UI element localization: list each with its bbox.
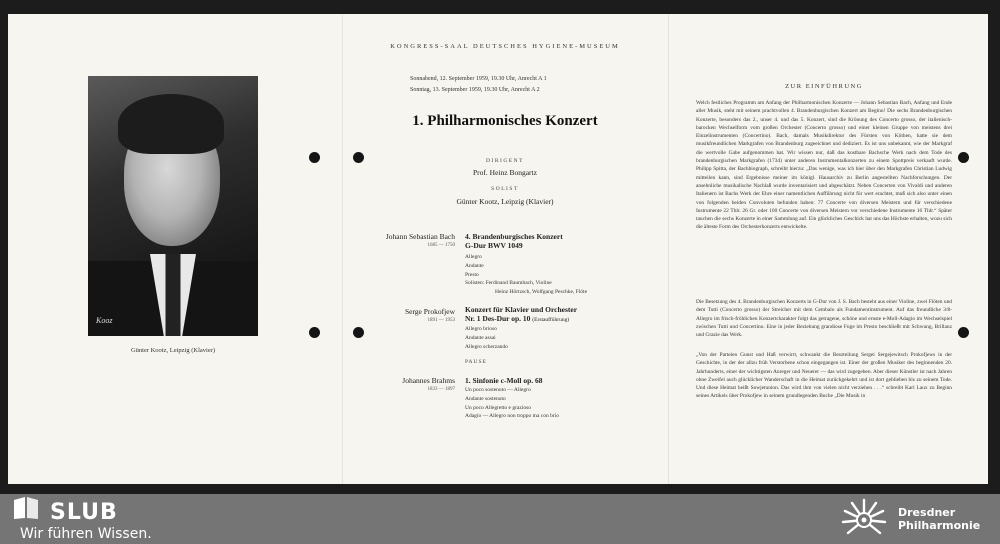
portrait-hair <box>118 94 224 154</box>
introduction-heading: ZUR EINFÜHRUNG <box>785 83 863 90</box>
concert-dates <box>410 74 547 96</box>
composer-years: 1833 — 1897 <box>427 387 455 392</box>
movement-list <box>465 253 665 297</box>
composer-name: Serge Prokofjew <box>404 307 455 316</box>
movement: Allegro <box>465 254 482 260</box>
work-title-line-1: Konzert für Klavier und Orchester <box>465 305 578 314</box>
slub-logo-text[interactable]: SLUB <box>50 500 118 525</box>
dp-name-line-2: Philharmonie <box>898 519 981 532</box>
composer-years: 1891 — 1953 <box>427 318 455 323</box>
photo-caption: Günter Kootz, Leipzig (Klavier) <box>130 347 216 354</box>
punch-hole <box>958 327 969 338</box>
punch-hole <box>958 152 969 163</box>
conductor-name: Prof. Heinz Bongartz <box>473 168 537 177</box>
punch-hole <box>309 327 320 338</box>
date-line-2: Sonntag, 13. September 1959, 19.30 Uhr, Anrecht A 2 <box>410 87 540 93</box>
movement: Un poco sostenuto — Allegro <box>465 387 531 393</box>
movement: Andante <box>465 262 484 269</box>
work-title-line-2 <box>465 314 655 325</box>
soloist-label: SOLIST <box>491 186 519 192</box>
movement-list <box>465 386 665 421</box>
work-title-text: Nr. 1 Des-Dur op. 10 <box>465 314 531 323</box>
work-title-line-1: 4. Brandenburgisches Konzert <box>465 232 563 241</box>
soloist-portrait-photo <box>88 76 258 336</box>
movement: Andante sostenuto <box>465 395 506 402</box>
work-title-line-2: G-Dur BWV 1049 <box>465 241 523 250</box>
dresdner-philharmonie-logo-icon[interactable] <box>840 497 888 543</box>
conductor-label: DIRIGENT <box>486 158 524 164</box>
movement: Adagio — Allegro non troppo ma con brio <box>465 413 559 420</box>
date-line-1: Sonnabend, 12. September 1959, 19.30 Uhr, Anrecht A 1 <box>410 76 547 82</box>
fold-line-left <box>342 14 343 484</box>
fold-line-right <box>668 14 669 484</box>
movement: Allegro scherzando <box>465 343 508 350</box>
work-title <box>465 376 655 385</box>
venue-heading: KONGRESS-SAAL DEUTSCHES HYGIENE-MUSEUM <box>390 43 620 50</box>
slub-logo-icon[interactable] <box>12 496 40 520</box>
composer-name: Johann Sebastian Bach <box>385 232 455 241</box>
introduction-paragraph-3: „Von der Parteien Gunst und Haß verwirrt, schwankt die Beurteilung Sergei Sergejewitsch Prokofjews in der Geschichte, in der der allzu früh Verstorbene schon eingegangen ist. Einer der großen Musiker des beginnenden 20. Jahrhunderts, einer der wichtigsten Anreger und Neuerer — das wird zugegeben. Aber dieser Künstler ist nach Jahren ohne Zweifel auch glücklicher Wanderschaft in die Heimat zurückgekehrt und ist dort geblieben bis zu seinem Tode. Und diese Heimat heißt Sowjetunion. Das wird ihm von vielen nicht verziehen . . .“ schreibt Karl Laux zu Beginn seines Artikels über Prokofjew in seinem grundlegenden Buche „Die Musik in <box>696 352 952 400</box>
movement: Un poco Allegretto e grazioso <box>465 404 531 411</box>
movement-list <box>465 325 665 351</box>
movement: Presto <box>465 271 479 278</box>
photo-signature: Kooz <box>96 316 113 325</box>
slub-tagline: Wir führen Wissen. <box>20 526 152 542</box>
composer-name: Johannes Brahms <box>402 376 455 385</box>
movement: Allegro brioso <box>465 326 497 332</box>
work-title-line-1: 1. Sinfonie c-Moll op. 68 <box>465 376 543 385</box>
introduction-paragraph-2: Die Besetzung des 4. Brandenburgischen Konzerts in G-Dur von J. S. Bach besteht aus einer Violine, zwei Flöten und dem Tutti (Concerto grosso) der Streicher mit dem Cembalo als Fundamentinstrument. Auf das freundliche 3/8-Allegro im frisch-fröhlichen Konzertcharakter folgt das getragene, schöne und ernste e-Moll-Adagio im Wechselspiel zwischen Tutti und Concertino. Eine in jeder Beziehung grandiose Fuge im Presto beschließt mit Schwung, Brillanz und Grazie das Werk. <box>696 299 952 339</box>
dp-name-line-1: Dresdner <box>898 506 956 519</box>
concert-title: 1. Philharmonisches Konzert <box>412 113 598 129</box>
introduction-paragraph-1: Welch festliches Programm am Anfang der Philharmonischen Konzerte — Johann Sebastian Bach, Anfang und Ende aller Musik, steht mit seinem prachtvollen 4. Brandenburgischen Konzert am Beginn! Die sechs Brandenburgischen Konzerte, besonders das 2., unser 4. und das 5. Konzert, sind die Krönung des Concerto grosso, der italienisch-barocken Wechselform vom großen Orchester (Concerto grosso) und einer kleinen Gruppe von meistens drei Einzelinstrumenten (Concertino). Bach, damals Musikdirektor des Fürsten von Köthen, hatte sie dem musikfreundlichen Markgrafen von Brandenburg zugeeichnet und dediziert. Es ist uns unbekannt, wie der Markgraf die wertvolle Gabe aufgenommen hat. Wir wissen nur, daß das kostbare Bachsche Werk nach dem Tode des brandenburgischen Markgrafen (1734) unter anderen Instrumentalkonzerten zu einem Spottpreis verkauft wurde. Philipp Spitta, der Bachbiograph, schreibt hierzu: „Das wenige, was ich hier über den Markgrafen Christian Ludwig mitteilen kann, sind Ergebnisse meiner im königl. Hausarchiv zu Berlin angestellten Nachforschungen. Der ansehnliche musikalische Nachlaß wurde inventarisiert und abgeschätzt. Neben Concerten von Vivaldi und anderen Italienern ist Bachs Werk der Ehre einer namentlichen Aufführung nicht für wert erachtet, muß sich also unter einen von folgenden beiden Convoluten befunden haben: 77 Concerte von diversen Meistern und für verschiedene Instrumente 22 Thlr. 26 Gr. oder 100 Concerte von diversen Meistern vor verschiedene Instrumente 16 Thlr.“ Später tauchen die sechs Konzerte in einer Sammlung auf. Ein glückliches Geschick hat uns das Höchste erhalten, wozu sich die älteste Form des Orchesterkonzerts entwickelte. <box>696 100 952 231</box>
dresdner-philharmonie-logo-text[interactable] <box>898 506 980 532</box>
work-title <box>465 232 655 250</box>
soloist-name: Günter Kootz, Leipzig (Klavier) <box>456 197 554 206</box>
pause-label: PAUSE <box>465 359 487 365</box>
soloists-line: Heinz Hörtzsch, Wolfgang Peschke, Flöte <box>495 289 588 296</box>
work-title <box>465 305 655 325</box>
soloists-line: Solisten: Ferdinand Baumbach, Violine <box>465 280 552 287</box>
punch-hole <box>309 152 320 163</box>
movement: Andante assai <box>465 334 496 341</box>
punch-hole <box>353 327 364 338</box>
composer-years: 1685 — 1750 <box>427 243 455 248</box>
premiere-note: (Erstaufführung) <box>532 317 570 323</box>
